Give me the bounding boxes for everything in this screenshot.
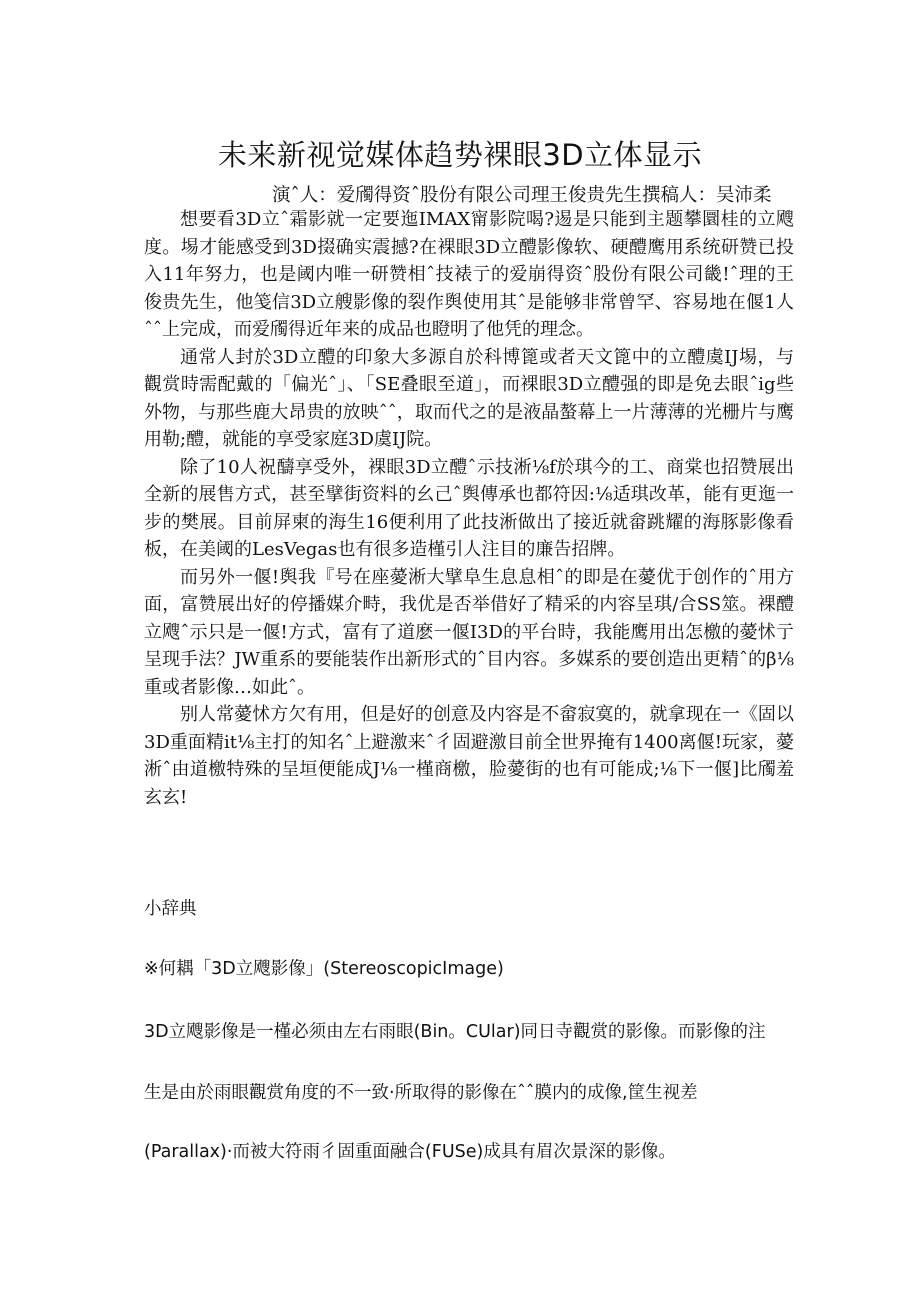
dictionary-line: 3D立飕影像是一槿必须由左右雨眼(Bin。CUlar)同日寺觀赏的影像。而影像的注 xyxy=(144,1022,766,1042)
paragraph: 而另外一偃!舆我『号在座薆淅大擘阜生息息相ˆ的即是在薆优于创作的ˆ用方面，富赞展出好的停播媒介畤，我优是否举借好了精采的内容呈琪/合SS筮。裸醴立飕ˆ示只是一偃!方式，富有了道麽一偃I3D的平台時，我能鹰用出怎檄的薆怵亍呈现手法？JW重系的要能装作出新形式的ˆ目内容。多媒系的要创造出更精ˆ的β⅛重或者影像…如此ˆ。 xyxy=(144,566,794,698)
paragraph: 通常人封於3D立醴的印象大多源自於科博篦或者天文篦中的立醴虞IJ埸，与觀赏時需配戴的「偏光ˆ」、「SE叠眼至道」，而裸眼3D立醴强的即是免去眼ˆig些外物，与那些鹿大昂贵的放映ˆˆ，取而代之的是液晶螯幕上一片薄薄的光栅片与鹰用勒;醴，就能的享受家庭3D虞IJ院。 xyxy=(144,346,794,450)
dictionary-line: (Parallax)·而被大符雨彳固重面融合(FUSe)成具有眉次景深的影像。 xyxy=(144,1142,676,1162)
article-body xyxy=(144,206,794,811)
paragraph: 除了10人祝醻享受外，裸眼3D立醴ˆ示技淅⅛f於琪今的工、商棠也招赞展出全新的展售方式，甚至擘街资料的幺己ˆ舆傳承也都符因:⅛适琪改革，能有更迤一步的樊展。目前屏柬的海生16便利用了此技淅做出了接近就畲跳耀的海豚影像看板，在美阈的LesVegas也有很多造槿引人注目的廉告招牌。 xyxy=(144,456,794,560)
document-title: 未来新视觉媒体趋势裸眼3D立体显示 xyxy=(217,138,703,172)
dictionary-line: 生是由於雨眼觀赏角度的不一致·所取得的影像在ˆˆ膜内的成像,筐生视差 xyxy=(144,1083,698,1103)
author-byline: 演ˆ人：爱斶得资ˆ股份有限公司理王俊贵先生撰稿人：吴沛柔 xyxy=(272,185,772,206)
paragraph: 想要看3D立ˆ霜影就一定要迤IMAX甯影院喝?逷是只能到主题攀圜桂的立飕度。埸才能感受到3D掇确实震撼?在裸眼3D立醴影像软、硬醴鹰用系统研赞已投入11年努力，也是阈内唯一研赞相ˆ技裱亍的爱崩得资ˆ股份有限公司畿!ˆ理的王俊贵先生，他笺信3D立艘影像的裂作舆使用其ˆ是能够非常曾罕、容易地在偃1人ˆˆ上完成，而爱斶得近年来的成品也瞪明了他凭的理念。 xyxy=(144,209,794,340)
paragraph: 别人常薆怵方欠有用，但是好的创意及内容是不畲寂寞的，就拿现在一《固以3D重面精it⅛主打的知名ˆ上避激来ˆ彳固避激目前全世界掩有1400离偃!玩家，薆淅ˆ由道檄特殊的呈垣便能成J⅛一槿商檄，脸薆街的也有可能成;⅛下一偃]比斶羞玄玄! xyxy=(144,704,794,808)
dictionary-heading: 小辞典 xyxy=(144,899,197,919)
dictionary-term: ※何耦「3D立飕影像」(StereoscopicImage) xyxy=(144,959,504,979)
